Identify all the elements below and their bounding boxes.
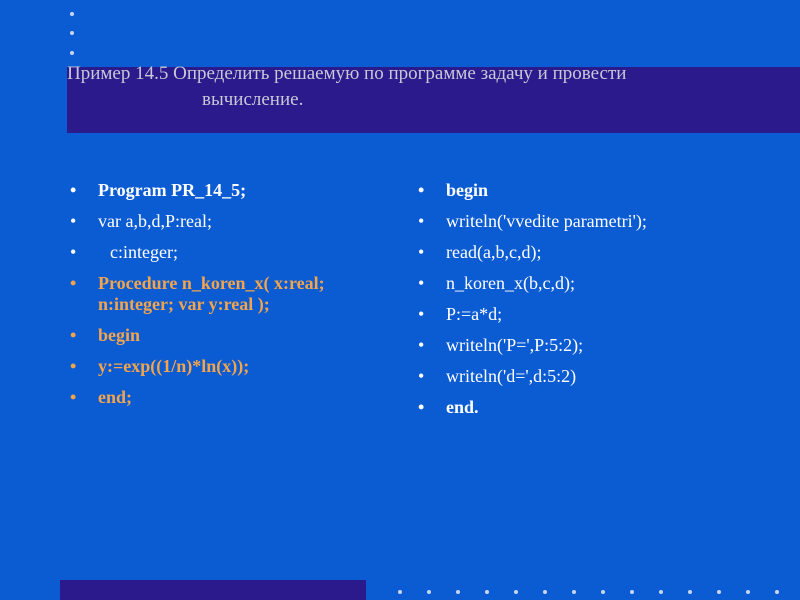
slide-title-line2: вычисление. — [202, 89, 304, 110]
list-item: • begin — [70, 325, 141, 345]
decor-dot — [514, 590, 518, 594]
list-item: • n_koren_x(b,c,d); — [418, 273, 575, 293]
bullet-icon: • — [418, 335, 425, 355]
list-item: • end; — [70, 387, 133, 407]
decor-dot — [659, 590, 663, 594]
list-item: • read(a,b,c,d); — [418, 242, 542, 262]
list-item: • end. — [418, 397, 479, 417]
decor-dot — [717, 590, 721, 594]
decor-dot — [398, 590, 402, 594]
list-item: • writeln('vvedite parametri'); — [418, 211, 647, 231]
list-item: • Procedure n_koren_x( x:real; n:integer; var y:real ); — [70, 273, 325, 314]
decor-dot — [485, 590, 489, 594]
list-item: • begin — [418, 180, 489, 200]
decor-dot — [543, 590, 547, 594]
decor-dot — [630, 590, 634, 594]
right-code-list — [416, 180, 766, 428]
decor-dot — [70, 12, 74, 16]
slide-title-line1: Пример 14.5 Определить решаемую по программе задачу и провести — [67, 63, 627, 84]
bullet-icon: • — [70, 242, 77, 262]
decor-dot — [70, 51, 74, 55]
left-code-list — [68, 180, 368, 418]
list-item: • Program PR_14_5; — [70, 180, 247, 200]
decor-dot — [688, 590, 692, 594]
decor-dot — [746, 590, 750, 594]
decor-dot — [601, 590, 605, 594]
bullet-icon: • — [418, 242, 425, 262]
list-item: • writeln('d=',d:5:2) — [418, 366, 577, 386]
bullet-icon: • — [70, 325, 77, 345]
bullet-icon: • — [418, 304, 425, 324]
list-item: • writeln('P=',P:5:2); — [418, 335, 584, 355]
bullet-icon: • — [418, 211, 425, 231]
list-item: • y:=exp((1/n)*ln(x)); — [70, 356, 250, 376]
decor-dot — [70, 31, 74, 35]
decor-dot — [456, 590, 460, 594]
list-item: • var a,b,d,P:real; — [70, 211, 212, 231]
bullet-icon: • — [70, 211, 77, 231]
list-item: • P:=a*d; — [418, 304, 503, 324]
bullet-icon: • — [70, 180, 77, 200]
bullet-icon: • — [418, 273, 425, 293]
decor-dot — [572, 590, 576, 594]
bullet-icon: • — [70, 387, 77, 407]
list-item: • c:integer; — [70, 242, 178, 262]
bullet-icon: • — [418, 366, 425, 386]
decor-dot — [427, 590, 431, 594]
bullet-icon: • — [418, 397, 425, 417]
slide-title — [67, 61, 767, 113]
bullet-icon: • — [418, 180, 425, 200]
decor-dot — [775, 590, 779, 594]
bullet-icon: • — [70, 273, 77, 293]
bullet-icon: • — [70, 356, 77, 376]
footer-band — [60, 580, 366, 600]
